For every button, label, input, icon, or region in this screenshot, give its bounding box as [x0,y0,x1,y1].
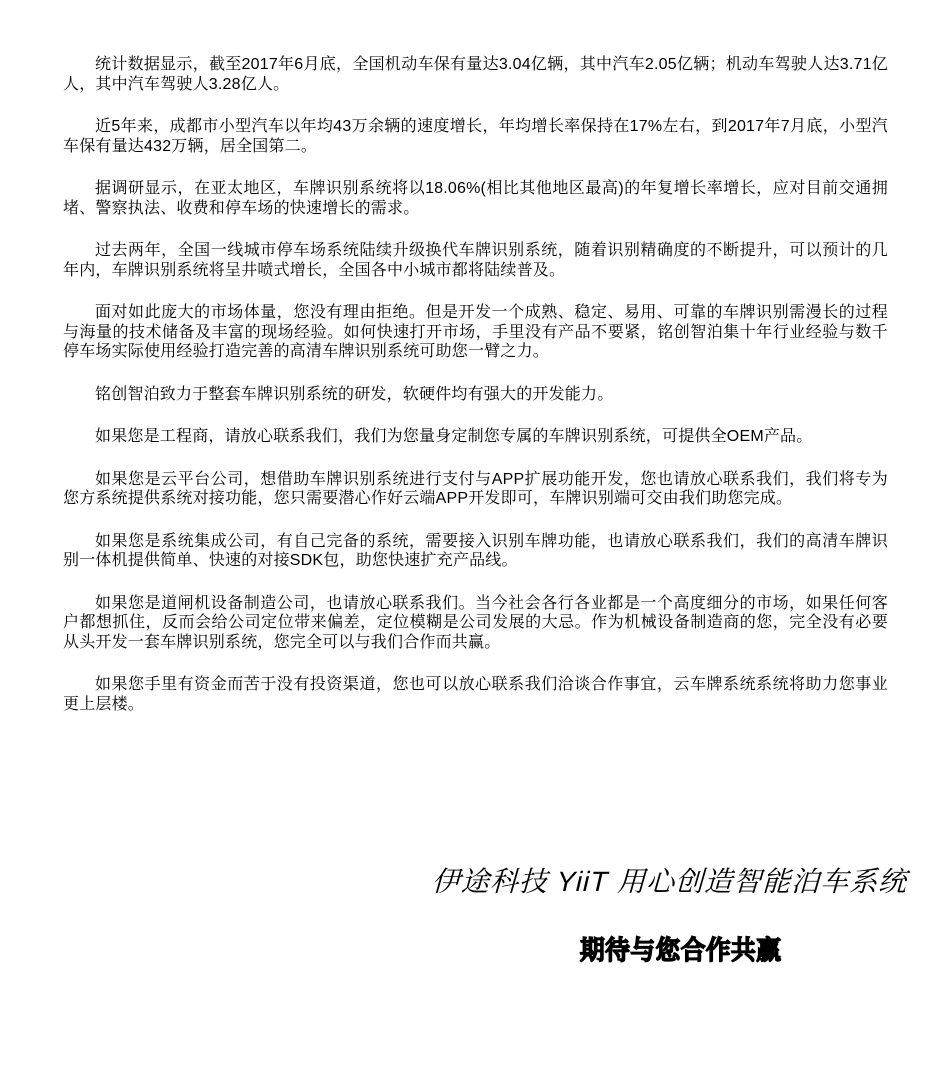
body-paragraph: 铭创智泊致力于整套车牌识别系统的研发，软硬件均有强大的开发能力。 [95,385,614,403]
body-paragraph: 统计数据显示，截至2017年6月底，全国机动车保有量达3.04亿辆，其中汽车2.05亿辆；机动车驾驶人达3.71亿人，其中汽车驾驶人3.28亿人。 [63,56,888,93]
brand-calligraphy-line: 伊途科技 YiiT 用心创造智能泊车系统 [431,866,908,897]
body-paragraph: 如果您是系统集成公司，有自己完备的系统，需要接入识别车牌功能，也请放心联系我们，我们的高清车牌识别一体机提供简单、快速的对接SDK包，助您快速扩充产品线。 [63,532,888,569]
body-paragraph: 面对如此庞大的市场体量，您没有理由拒绝。但是开发一个成熟、稳定、易用、可靠的车牌识别需漫长的过程与海量的技术储备及丰富的现场经验。如何快速打开市场，手里没有产品不要紧，铭创智泊集十年行业经验与数千停车场实际使用经验打造完善的高清车牌识别系统可助您一臂之力。 [63,304,888,360]
body-paragraph: 如果您手里有资金而苦于没有投资渠道，您也可以放心联系我们洽谈合作事宜，云车牌系统系统将助力您事业更上层楼。 [63,676,888,713]
body-paragraph: 如果您是云平台公司，想借助车牌识别系统进行支付与APP扩展功能开发，您也请放心联系我们，我们将专为您方系统提供系统对接功能，您只需要潜心作好云端APP开发即可，车牌识别端可交由我们助您完成。 [63,470,888,507]
body-paragraph: 据调研显示，在亚太地区，车牌识别系统将以18.06%(相比其他地区最高)的年复增长率增长，应对目前交通拥堵、警察执法、收费和停车场的快速增长的需求。 [63,180,888,217]
body-paragraph: 如果您是道闸机设备制造公司，也请放心联系我们。当今社会各行各业都是一个高度细分的市场，如果任何客户都想抓住，反而会给公司定位带来偏差，定位模糊是公司发展的大忌。作为机械设备制造商的您，完全没有必要从头开发一套车牌识别系统，您完全可以与我们合作而共赢。 [63,594,888,651]
body-paragraph: 过去两年，全国一线城市停车场系统陆续升级换代车牌识别系统，随着识别精确度的不断提升，可以预计的几年内，车牌识别系统将呈井喷式增长，全国各中小城市都将陆续普及。 [63,242,888,279]
paragraph-list [63,55,888,737]
slogan-line: 期待与您合作共赢 [580,935,782,965]
body-paragraph: 如果您是工程商，请放心联系我们，我们为您量身定制您专属的车牌识别系统，可提供全OEM产品。 [95,428,813,445]
body-paragraph: 近5年来，成都市小型汽车以年均43万余辆的速度增长，年均增长率保持在17%左右，到2017年7月底，小型汽车保有量达432万辆，居全国第二。 [63,118,888,155]
